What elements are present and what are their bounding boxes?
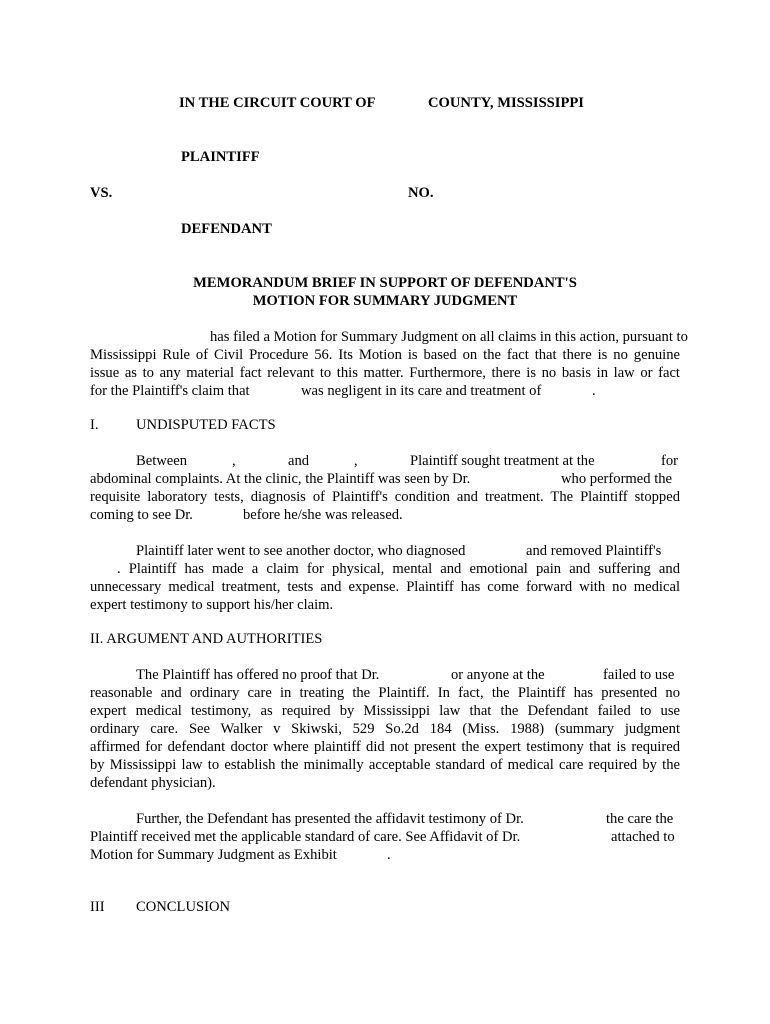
intro-line-4b: was negligent in its care and treatment of — [301, 383, 542, 399]
argument-p1-line-1b: or anyone at the — [451, 667, 545, 683]
facts-p1-line-4a: coming to see Dr. — [90, 507, 193, 523]
argument-p2-line-3b: . — [387, 847, 391, 863]
facts-p1-between: Between — [136, 453, 188, 469]
section-3-number: III — [90, 899, 105, 915]
argument-p1-line-2: reasonable and ordinary care in treating the Plaintiff. In fact, the Plaintiff has presented no — [90, 685, 680, 701]
facts-p2-line-1b: and removed Plaintiff's — [526, 543, 662, 559]
argument-p1-line-1a: The Plaintiff has offered no proof that Dr. — [136, 667, 380, 683]
facts-p1-line-2b: who performed the — [561, 471, 673, 487]
argument-p1-line-1c: failed to use — [603, 667, 675, 683]
court-suffix: COUNTY, MISSISSIPPI — [428, 95, 584, 111]
case-number-label: NO. — [408, 185, 434, 201]
defendant-label: DEFENDANT — [181, 221, 272, 237]
facts-p1-treatment: Plaintiff sought treatment at the — [410, 453, 595, 469]
facts-p1-and: and — [288, 453, 310, 469]
section-1-number: I. — [90, 417, 99, 433]
argument-p1-line-3: expert medical testimony, as required by Mississippi law that the Defendant failed to use — [90, 703, 680, 719]
vs-label: VS. — [90, 185, 113, 201]
plaintiff-label: PLAINTIFF — [181, 149, 260, 165]
argument-p1-line-4: ordinary care. See Walker v Skiwski, 529 So.2d 184 (Miss. 1988) (summary judgment — [90, 721, 680, 737]
facts-p2-line-3: unnecessary medical treatment, tests and expense. Plaintiff has come forward with no medical — [90, 579, 680, 595]
argument-p1-line-6: by Mississippi law to establish the minimally acceptable standard of medical care required by the — [90, 757, 680, 773]
argument-p2-line-1b: the care the — [606, 811, 674, 827]
argument-p2-line-3a: Motion for Summary Judgment as Exhibit — [90, 847, 337, 863]
intro-line-3: issue as to any material fact relevant to this matter. Furthermore, there is no basis in law or fact — [90, 365, 680, 381]
court-prefix: IN THE CIRCUIT COURT OF — [179, 95, 376, 111]
intro-line-2: Mississippi Rule of Civil Procedure 56. Its Motion is based on the fact that there is no genuine — [90, 347, 680, 363]
facts-p2-line-4: expert testimony to support his/her claim. — [90, 597, 334, 613]
facts-p1-line-4b: before he/she was released. — [243, 507, 403, 523]
intro-line-4c: . — [592, 383, 596, 399]
argument-p2-line-1a: Further, the Defendant has presented the affidavit testimony of Dr. — [136, 811, 524, 827]
section-3-heading: CONCLUSION — [136, 899, 231, 915]
argument-p2-line-2a: Plaintiff received met the applicable standard of care. See Affidavit of Dr. — [90, 829, 521, 845]
facts-p2-line-2: . Plaintiff has made a claim for physical, mental and emotional pain and suffering and — [117, 561, 680, 577]
facts-p1-line-2a: abdominal complaints. At the clinic, the Plaintiff was seen by Dr. — [90, 471, 471, 487]
facts-p2-line-1a: Plaintiff later went to see another doctor, who diagnosed — [136, 543, 466, 559]
section-2-heading: II. ARGUMENT AND AUTHORITIES — [90, 631, 323, 647]
argument-p1-line-7: defendant physician). — [90, 775, 216, 791]
intro-line-1: has filed a Motion for Summary Judgment on all claims in this action, pursuant to — [210, 329, 688, 345]
facts-p1-comma-1: , — [232, 453, 236, 469]
argument-p2-line-2b: attached to — [611, 829, 675, 845]
facts-p1-for: for — [661, 453, 679, 469]
section-1-heading: UNDISPUTED FACTS — [136, 417, 276, 433]
title-line-1: MEMORANDUM BRIEF IN SUPPORT OF DEFENDANT'S — [193, 275, 577, 291]
intro-line-4a: for the Plaintiff's claim that — [90, 383, 250, 399]
title-line-2: MOTION FOR SUMMARY JUDGMENT — [252, 293, 518, 309]
argument-p1-line-5: affirmed for defendant doctor where plaintiff did not present the expert testimony that is required — [90, 739, 680, 755]
facts-p1-comma-2: , — [354, 453, 358, 469]
facts-p1-line-3: requisite laboratory tests, diagnosis of Plaintiff's condition and treatment. The Plaintiff stopped — [90, 489, 680, 505]
